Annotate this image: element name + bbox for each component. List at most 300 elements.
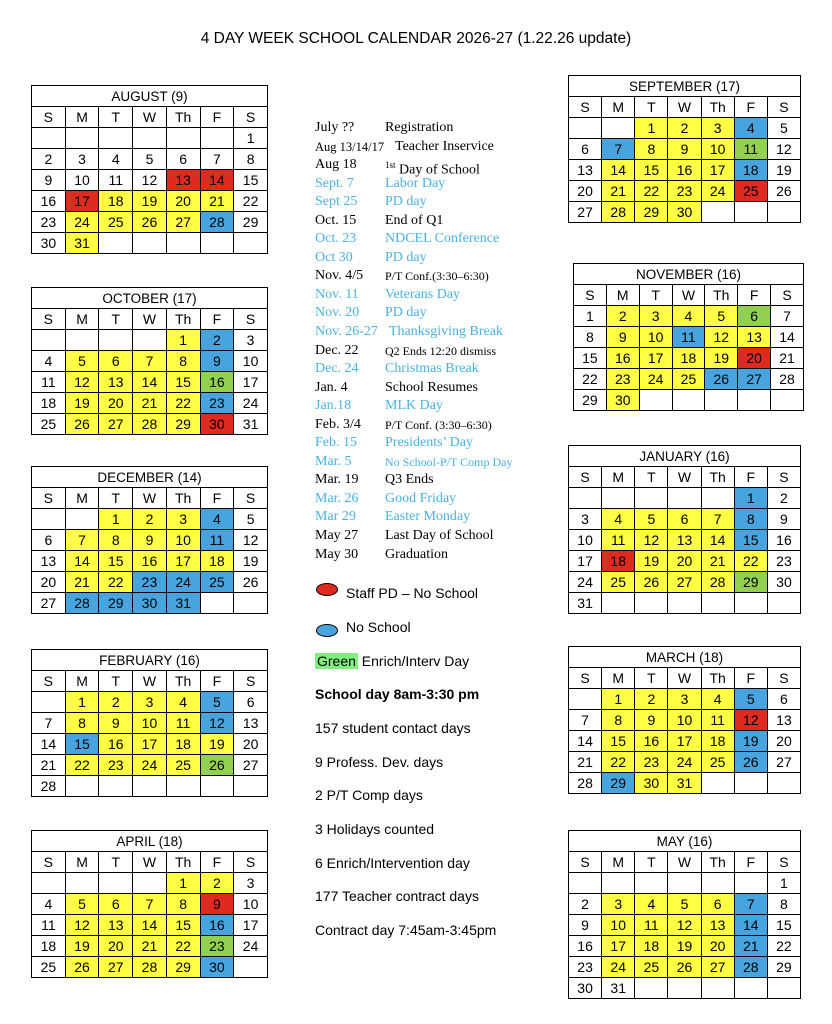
event-row [315,323,555,342]
day-cell: 8 [734,509,767,530]
weekday-header: F [200,488,234,509]
day-cell [701,978,734,999]
red-circle-icon [316,583,338,596]
event-text: Veterans Day [385,286,461,302]
day-cell: 27 [738,369,771,390]
weekday-header: S [767,467,800,488]
weekday-header: F [200,671,234,692]
day-cell [133,776,167,797]
day-cell: 4 [200,509,234,530]
day-cell: 24 [65,212,99,233]
day-cell: 24 [602,957,635,978]
day-cell: 6 [99,351,133,372]
day-cell: 23 [606,369,639,390]
day-cell: 23 [767,551,800,572]
month-title: FEBRUARY (16) [32,650,268,671]
day-cell: 25 [99,212,133,233]
day-cell: 5 [234,509,268,530]
day-cell [200,593,234,614]
weekday-header: Th [166,671,200,692]
day-cell: 17 [133,734,167,755]
day-cell: 11 [32,372,66,393]
day-cell: 31 [668,773,701,794]
day-cell: 27 [767,752,800,773]
day-cell: 22 [734,551,767,572]
weekday-header: S [32,671,66,692]
day-cell: 15 [734,530,767,551]
day-cell: 22 [767,936,800,957]
day-cell [635,488,668,509]
day-cell: 25 [32,957,66,978]
day-cell: 14 [771,327,804,348]
day-cell [234,776,268,797]
day-cell: 11 [166,713,200,734]
day-cell: 6 [99,894,133,915]
weekday-header: F [200,852,234,873]
day-cell: 16 [200,372,234,393]
day-cell: 21 [32,755,66,776]
event-row [315,138,555,157]
day-cell [734,202,767,223]
day-cell: 13 [166,170,200,191]
stat-teacher-days: 177 Teacher contract days [315,888,479,904]
day-cell: 13 [32,551,66,572]
weekday-header: W [133,852,167,873]
day-cell: 7 [133,894,167,915]
day-cell: 1 [166,330,200,351]
event-text: School Resumes [385,379,478,395]
day-cell: 14 [133,915,167,936]
day-cell [133,873,167,894]
day-cell: 15 [767,915,800,936]
day-cell: 25 [635,957,668,978]
day-cell: 2 [569,894,602,915]
day-cell: 4 [99,149,133,170]
day-cell: 1 [734,488,767,509]
day-cell: 9 [200,351,234,372]
blue-circle-icon [316,624,338,637]
day-cell: 1 [166,873,200,894]
day-cell: 16 [32,191,66,212]
day-cell: 10 [234,351,268,372]
day-cell: 14 [65,551,99,572]
event-row [315,471,555,490]
day-cell: 2 [668,118,701,139]
event-row [315,527,555,546]
day-cell [734,978,767,999]
weekday-header: M [602,97,635,118]
event-text: Registration [385,120,454,135]
day-cell: 10 [234,894,268,915]
weekday-header: T [635,467,668,488]
weekday-header: F [200,309,234,330]
weekday-header: S [569,668,602,689]
day-cell: 4 [734,118,767,139]
event-date: Mar 29 [315,509,356,525]
day-cell: 21 [602,181,635,202]
event-date: Mar. 19 [315,472,359,488]
day-cell: 23 [133,572,167,593]
day-cell: 31 [166,593,200,614]
day-cell [133,128,167,149]
day-cell [569,873,602,894]
day-cell: 8 [635,139,668,160]
day-cell: 28 [734,957,767,978]
day-cell: 9 [606,327,639,348]
event-date: May 30 [315,546,359,562]
day-cell: 12 [65,372,99,393]
day-cell: 29 [99,593,133,614]
day-cell: 16 [668,160,701,181]
day-cell: 28 [771,369,804,390]
day-cell: 19 [734,731,767,752]
day-cell: 5 [65,894,99,915]
day-cell: 28 [133,957,167,978]
day-cell: 1 [99,509,133,530]
weekday-header: S [771,285,804,306]
day-cell [738,390,771,411]
day-cell: 14 [133,372,167,393]
event-date: Nov. 20 [315,305,360,321]
day-cell [65,330,99,351]
day-cell: 10 [65,170,99,191]
day-cell: 4 [701,689,734,710]
day-cell: 16 [569,936,602,957]
day-cell [734,593,767,614]
event-row [315,286,555,305]
event-text: P/T Conf. (3:30–6:30) [385,417,492,432]
day-cell: 29 [166,957,200,978]
day-cell: 15 [635,160,668,181]
weekday-header: M [606,285,639,306]
day-cell [767,773,800,794]
day-cell: 17 [639,348,672,369]
day-cell [767,978,800,999]
day-cell: 14 [32,734,66,755]
day-cell: 13 [99,372,133,393]
weekday-header: F [734,852,767,873]
day-cell: 5 [635,509,668,530]
day-cell: 16 [606,348,639,369]
event-text: Q2 Ends 12:20 dismiss [385,343,497,358]
day-cell: 10 [602,915,635,936]
day-cell: 20 [99,393,133,414]
day-cell: 22 [574,369,607,390]
day-cell: 17 [234,372,268,393]
event-date: Mar. 5 [315,453,352,469]
day-cell: 16 [200,915,234,936]
calendar-december [31,466,268,614]
day-cell: 3 [602,894,635,915]
weekday-header: S [234,488,268,509]
day-cell: 22 [602,752,635,773]
weekday-header: F [734,467,767,488]
day-cell: 7 [734,894,767,915]
day-cell: 18 [99,191,133,212]
day-cell [32,873,66,894]
day-cell: 29 [635,202,668,223]
day-cell: 19 [234,551,268,572]
event-date: Nov. 11 [315,286,359,302]
event-text: Graduation [385,546,448,562]
day-cell [166,233,200,254]
weekday-header: M [65,671,99,692]
event-date: Aug 18 [315,157,357,173]
day-cell: 22 [166,393,200,414]
calendar-may [568,830,801,999]
month-title: JANUARY (16) [569,446,801,467]
day-cell: 15 [574,348,607,369]
event-date: Nov. 4/5 [315,268,364,284]
event-text: MLK Day [385,398,443,414]
day-cell: 7 [32,713,66,734]
event-text: Day of School [399,162,480,178]
day-cell: 13 [767,710,800,731]
calendar-february [31,649,268,797]
day-cell: 27 [668,572,701,593]
day-cell: 8 [574,327,607,348]
day-cell: 17 [701,160,734,181]
weekday-header: S [234,671,268,692]
legend-green-swatch: Green [317,653,356,669]
event-date: Feb. 3/4 [315,416,361,432]
day-cell: 24 [639,369,672,390]
event-row [315,490,555,509]
day-cell: 24 [133,755,167,776]
weekday-header: S [234,309,268,330]
calendar-april [31,830,268,978]
event-row [315,230,555,249]
weekday-header: Th [166,309,200,330]
day-cell: 30 [767,572,800,593]
calendar-october [31,287,268,435]
event-date: Mar. 26 [315,490,359,506]
weekday-header: S [574,285,607,306]
month-title: APRIL (18) [32,831,268,852]
day-cell: 1 [234,128,268,149]
legend-school-day: School day 8am-3:30 pm [315,686,480,702]
day-cell: 30 [200,414,234,435]
day-cell: 6 [701,894,734,915]
day-cell: 5 [705,306,738,327]
day-cell: 5 [133,149,167,170]
weekday-header: Th [166,852,200,873]
day-cell: 5 [200,692,234,713]
event-row [315,546,555,565]
day-cell [668,978,701,999]
event-date: Dec. 24 [315,361,359,377]
day-cell [234,593,268,614]
day-cell: 5 [767,118,800,139]
day-cell: 12 [734,710,767,731]
day-cell [602,593,635,614]
day-cell: 21 [569,752,602,773]
day-cell: 19 [705,348,738,369]
day-cell: 27 [701,957,734,978]
day-cell: 8 [166,894,200,915]
day-cell: 7 [771,306,804,327]
day-cell: 29 [234,212,268,233]
event-date: Nov. 26-27 [315,324,378,340]
day-cell [234,957,268,978]
day-cell: 22 [65,755,99,776]
month-title: DECEMBER (14) [32,467,268,488]
event-text: Teacher Inservice [395,138,494,154]
day-cell: 6 [767,689,800,710]
day-cell: 6 [166,149,200,170]
event-date: Oct. 15 [315,212,357,228]
event-date: Aug 13/14/17 [315,139,385,154]
event-text: PD day [385,249,427,265]
day-cell: 22 [635,181,668,202]
day-cell [701,873,734,894]
day-cell: 18 [32,936,66,957]
day-cell: 14 [602,160,635,181]
calendar-january [568,445,801,614]
day-cell [672,390,705,411]
day-cell: 21 [133,393,167,414]
day-cell [65,509,99,530]
day-cell: 15 [166,915,200,936]
event-date: Jan. 4 [315,379,348,395]
day-cell: 11 [672,327,705,348]
weekday-header: Th [701,467,734,488]
calendar-march [568,646,801,794]
day-cell: 21 [701,551,734,572]
day-cell: 27 [99,414,133,435]
weekday-header: T [99,309,133,330]
day-cell: 30 [606,390,639,411]
event-text: Christmas Break [385,361,479,377]
legend-staff-pd: Staff PD – No School [346,585,479,601]
day-cell: 7 [65,530,99,551]
stat-holidays: 3 Holidays counted [315,821,435,837]
event-row [315,193,555,212]
calendar-august [31,85,268,254]
day-cell: 11 [99,170,133,191]
event-text: Thanksgiving Break [389,324,503,340]
day-cell: 28 [65,593,99,614]
day-cell: 14 [701,530,734,551]
day-cell: 28 [701,572,734,593]
day-cell: 3 [569,509,602,530]
event-row [315,175,555,194]
day-cell: 6 [738,306,771,327]
day-cell: 2 [200,873,234,894]
day-cell: 7 [569,710,602,731]
day-cell: 15 [65,734,99,755]
day-cell: 23 [668,181,701,202]
event-row [315,119,555,138]
day-cell: 3 [234,873,268,894]
event-row [315,453,555,472]
day-cell: 6 [668,509,701,530]
day-cell [99,233,133,254]
day-cell: 29 [574,390,607,411]
day-cell: 9 [200,894,234,915]
page-title: 4 DAY WEEK SCHOOL CALENDAR 2026-27 (1.22.26 update) [200,30,632,47]
day-cell: 9 [32,170,66,191]
day-cell: 30 [32,233,66,254]
event-date: Sept. 7 [315,175,354,191]
day-cell: 26 [65,414,99,435]
day-cell: 20 [166,191,200,212]
day-cell: 14 [734,915,767,936]
day-cell: 17 [569,551,602,572]
weekday-header: M [65,488,99,509]
day-cell: 13 [738,327,771,348]
calendar-november [573,263,804,411]
event-text: NDCEL Conference [385,231,500,247]
day-cell: 26 [734,752,767,773]
weekday-header: F [734,668,767,689]
month-title: AUGUST (9) [32,86,268,107]
day-cell: 1 [635,118,668,139]
day-cell: 19 [65,393,99,414]
event-date: May 27 [315,528,359,544]
day-cell: 19 [65,936,99,957]
day-cell [668,488,701,509]
day-cell: 3 [701,118,734,139]
day-cell [166,128,200,149]
day-cell: 6 [234,692,268,713]
event-row [315,304,555,323]
event-row [315,379,555,398]
day-cell: 21 [133,936,167,957]
day-cell: 18 [602,551,635,572]
legend-green [315,653,469,669]
day-cell: 4 [32,894,66,915]
day-cell [705,390,738,411]
day-cell: 31 [65,233,99,254]
day-cell: 13 [569,160,602,181]
day-cell [635,873,668,894]
day-cell: 31 [569,593,602,614]
event-row [315,416,555,435]
weekday-header: T [639,285,672,306]
day-cell: 17 [668,731,701,752]
day-cell: 12 [133,170,167,191]
event-row [315,342,555,361]
day-cell: 25 [602,572,635,593]
event-date: Oct. 23 [315,231,357,247]
day-cell: 27 [99,957,133,978]
stat-contract-day: Contract day 7:45am-3:45pm [315,922,497,938]
event-text: PD day [385,305,427,321]
weekday-header: S [767,668,800,689]
day-cell: 27 [569,202,602,223]
day-cell: 4 [602,509,635,530]
weekday-header: T [635,668,668,689]
day-cell: 9 [569,915,602,936]
day-cell: 18 [200,551,234,572]
day-cell: 10 [133,713,167,734]
day-cell: 22 [234,191,268,212]
day-cell: 1 [574,306,607,327]
day-cell: 3 [133,692,167,713]
day-cell [635,593,668,614]
event-row [315,397,555,416]
day-cell: 25 [672,369,705,390]
weekday-header: M [602,852,635,873]
day-cell: 24 [166,572,200,593]
weekday-header: W [672,285,705,306]
day-cell: 3 [65,149,99,170]
month-title: MARCH (18) [569,647,801,668]
day-cell: 16 [99,734,133,755]
day-cell: 10 [166,530,200,551]
day-cell: 29 [734,572,767,593]
